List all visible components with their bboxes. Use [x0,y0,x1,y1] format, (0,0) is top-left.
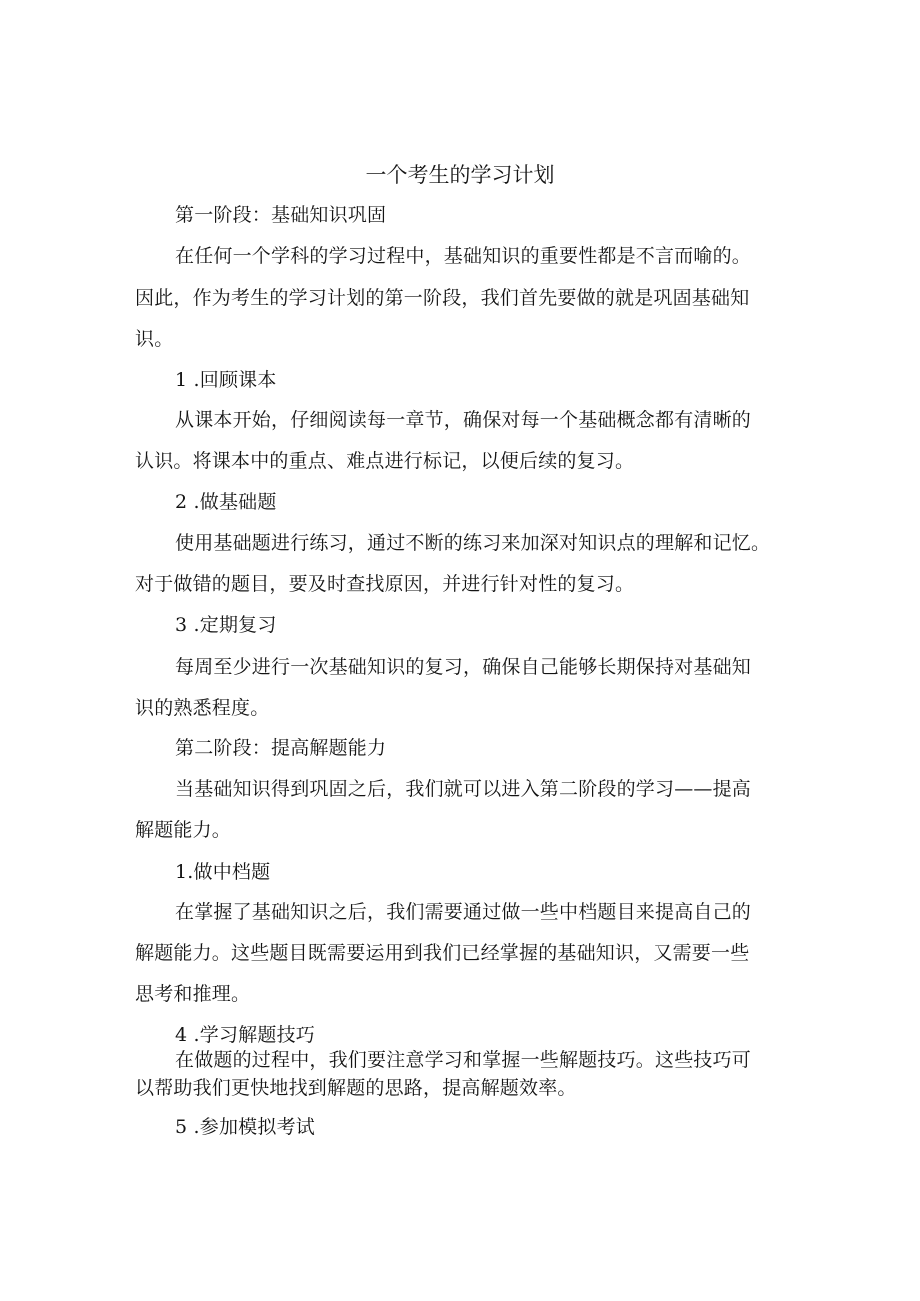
paragraph-line: 在做题的过程中，我们要注意学习和掌握一些解题技巧。这些技巧可 [175,1049,752,1071]
list-item-heading: 1.做中档题 [175,861,271,883]
list-item-heading: 4 .学习解题技巧 [175,1024,315,1046]
paragraph-line: 以帮助我们更快地找到解题的思路，提高解题效率。 [135,1077,577,1099]
paragraph-line: 当基础知识得到巩固之后，我们就可以进入第二阶段的学习——提高 [175,778,752,800]
list-item-heading: 2 .做基础题 [175,491,277,513]
paragraph-line: 使用基础题进行练习，通过不断的练习来加深对知识点的理解和记忆。 [175,532,771,554]
section-heading: 第一阶段：基础知识巩固 [175,204,387,226]
paragraph-line: 解题能力。这些题目既需要运用到我们已经掌握的基础知识，又需要一些 [135,942,750,964]
paragraph-line: 解题能力。 [135,819,232,841]
paragraph-line: 对于做错的题目，要及时查找原因，并进行针对性的复习。 [135,573,635,595]
paragraph-line: 在掌握了基础知识之后，我们需要通过做一些中档题目来提高自己的 [175,901,752,923]
paragraph-line: 每周至少进行一次基础知识的复习，确保自己能够长期保持对基础知 [175,656,752,678]
paragraph-line: 思考和推理。 [135,983,251,1005]
paragraph-line: 识的熟悉程度。 [135,697,270,719]
paragraph-line: 识。 [135,328,174,350]
paragraph-line: 从课本开始，仔细阅读每一章节，确保对每一个基础概念都有清晰的 [175,409,752,431]
paragraph-line: 认识。将课本中的重点、难点进行标记，以便后续的复习。 [135,450,635,472]
section-heading: 第二阶段：提高解题能力 [175,737,387,759]
paragraph-line: 在任何一个学科的学习过程中，基础知识的重要性都是不言而喻的。 [175,245,752,267]
document-title: 一个考生的学习计划 [365,163,555,187]
list-item-heading: 3 .定期复习 [175,614,277,636]
list-item-heading: 5 .参加模拟考试 [175,1116,315,1138]
list-item-heading: 1 .回顾课本 [175,369,277,391]
paragraph-line: 因此，作为考生的学习计划的第一阶段，我们首先要做的就是巩固基础知 [135,287,750,309]
